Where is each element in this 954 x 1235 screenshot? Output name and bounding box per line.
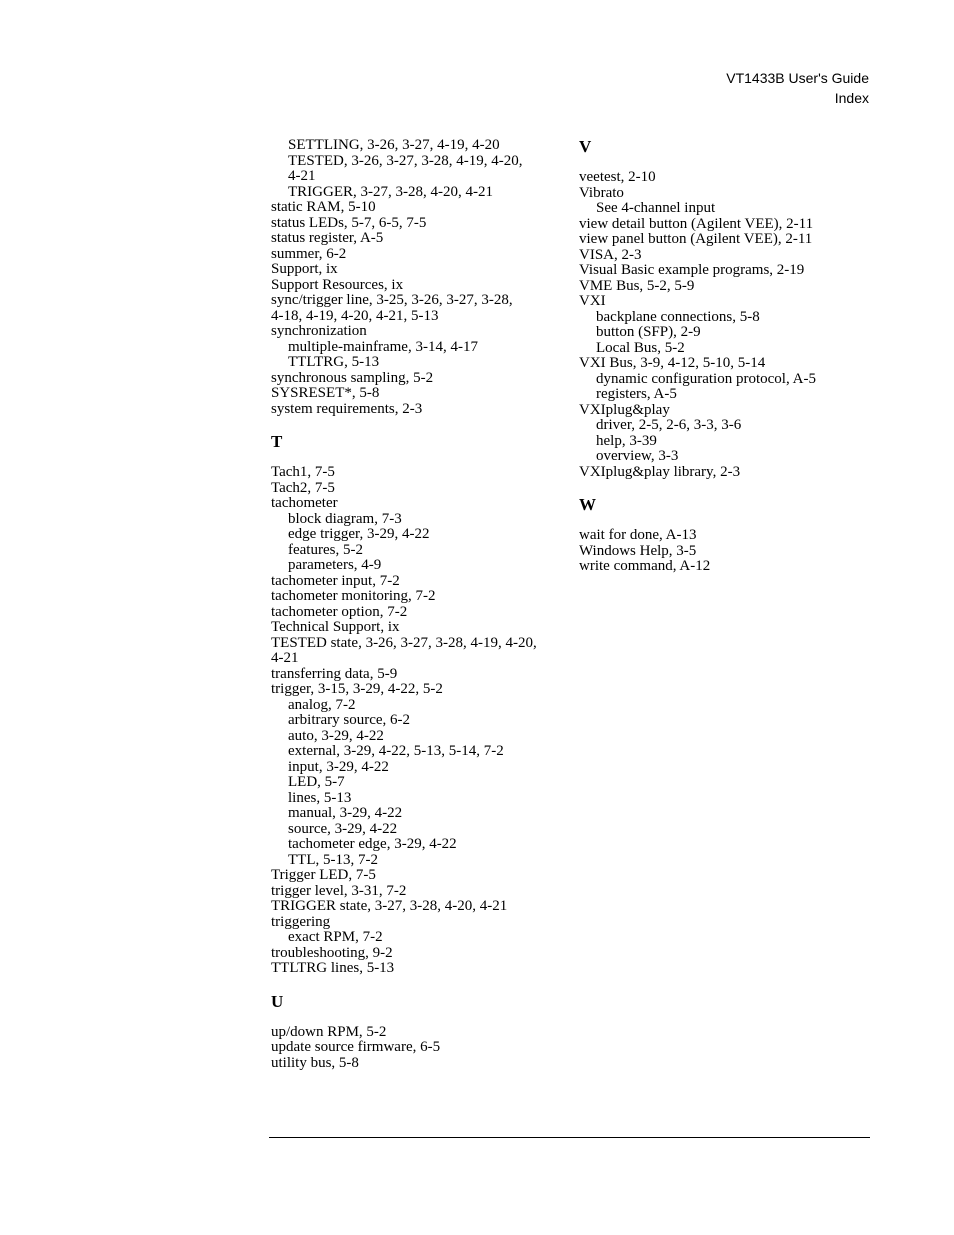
- index-entry: status register, A-5: [271, 230, 384, 246]
- index-entry: SYSRESET*, 5-8: [271, 385, 380, 401]
- index-entry: TRIGGER state, 3-27, 3-28, 4-20, 4-21: [271, 898, 508, 914]
- index-column-right: [579, 138, 879, 575]
- index-entry: write command, A-12: [579, 558, 711, 574]
- index-subentry: TTL, 5-13, 7-2: [288, 851, 378, 868]
- index-subentry: backplane connections, 5-8: [596, 308, 760, 325]
- index-entry: Technical Support, ix: [271, 619, 400, 635]
- index-subentry: registers, A-5: [596, 386, 677, 402]
- index-entry: system requirements, 2-3: [271, 400, 423, 417]
- index-subentry: analog, 7-2: [288, 696, 356, 713]
- index-entry: utility bus, 5-8: [271, 1054, 359, 1071]
- index-column-left: [271, 138, 561, 1071]
- section-label: Index: [834, 89, 869, 106]
- index-entry: Windows Help, 3-5: [579, 542, 697, 559]
- index-entry: Vibrato: [579, 184, 624, 201]
- index-entry: Trigger LED, 7-5: [271, 867, 376, 883]
- index-entry: Support Resources, ix: [271, 276, 404, 293]
- index-entry: VISA, 2-3: [579, 246, 642, 263]
- index-entry: synchronization: [271, 323, 367, 339]
- index-entry: TESTED state, 3-26, 3-27, 3-28, 4-19, 4-20,: [271, 634, 537, 651]
- index-entry: status LEDs, 5-7, 6-5, 7-5: [271, 214, 427, 231]
- index-subentry: features, 5-2: [288, 541, 363, 558]
- index-entry: VXI: [579, 293, 606, 309]
- index-entry: view panel button (Agilent VEE), 2-11: [579, 231, 813, 247]
- index-subentry: lines, 5-13: [288, 789, 352, 806]
- index-entry: VXIplug&play: [579, 401, 670, 418]
- index-subentry: manual, 3-29, 4-22: [288, 805, 403, 821]
- index-entry: veetest, 2-10: [579, 169, 656, 185]
- index-subentry: LED, 5-7: [288, 774, 345, 790]
- index-entry: Tach2, 7-5: [271, 479, 335, 496]
- index-subentry: 4-21: [288, 168, 316, 184]
- index-entry: VME Bus, 5-2, 5-9: [579, 277, 695, 294]
- index-subentry: multiple-mainframe, 3-14, 4-17: [288, 338, 478, 355]
- index-entry: 4-21: [271, 650, 299, 666]
- index-subentry: overview, 3-3: [596, 448, 679, 464]
- index-entry: trigger level, 3-31, 7-2: [271, 882, 407, 899]
- index-subentry: Local Bus, 5-2: [596, 339, 685, 356]
- index-subentry: help, 3-39: [596, 432, 657, 449]
- index-entry: trigger, 3-15, 3-29, 4-22, 5-2: [271, 681, 443, 697]
- index-entry: triggering: [271, 913, 331, 930]
- index-entry: TTLTRG lines, 5-13: [271, 960, 395, 976]
- index-entry: VXIplug&play library, 2-3: [579, 463, 741, 480]
- index-subentry: edge trigger, 3-29, 4-22: [288, 526, 430, 542]
- index-subentry: TRIGGER, 3-27, 3-28, 4-20, 4-21: [288, 183, 493, 200]
- index-letter-heading: W: [579, 495, 596, 514]
- index-entry: tachometer input, 7-2: [271, 572, 400, 589]
- index-entry: tachometer: [271, 495, 338, 511]
- index-entry: Visual Basic example programs, 2-19: [579, 262, 805, 278]
- index-subentry: block diagram, 7-3: [288, 510, 402, 527]
- index-subentry: TTLTRG, 5-13: [288, 354, 380, 370]
- index-entry: wait for done, A-13: [579, 527, 697, 543]
- index-entry: transferring data, 5-9: [271, 665, 398, 682]
- index-entry: VXI Bus, 3-9, 4-12, 5-10, 5-14: [579, 355, 766, 371]
- index-entry: update source firmware, 6-5: [271, 1039, 441, 1055]
- index-entry: view detail button (Agilent VEE), 2-11: [579, 215, 814, 232]
- footer-rule: [269, 1137, 870, 1138]
- index-entry: Tach1, 7-5: [271, 464, 335, 480]
- index-subentry: source, 3-29, 4-22: [288, 820, 398, 837]
- running-header: [726, 69, 869, 108]
- index-entry: Support, ix: [271, 261, 338, 277]
- index-subentry: input, 3-29, 4-22: [288, 758, 389, 775]
- index-subentry: parameters, 4-9: [288, 557, 382, 573]
- index-entry: 4-18, 4-19, 4-20, 4-21, 5-13: [271, 307, 439, 324]
- index-entry: tachometer option, 7-2: [271, 603, 408, 620]
- index-subentry: tachometer edge, 3-29, 4-22: [288, 836, 457, 852]
- index-subentry: SETTLING, 3-26, 3-27, 4-19, 4-20: [288, 137, 500, 153]
- guide-title: VT1433B User's Guide: [726, 70, 869, 86]
- index-entry: tachometer monitoring, 7-2: [271, 588, 436, 604]
- index-subentry: button (SFP), 2-9: [596, 324, 701, 340]
- index-letter-heading: U: [271, 991, 284, 1011]
- index-entry: sync/trigger line, 3-25, 3-26, 3-27, 3-28,: [271, 292, 513, 308]
- index-subentry: auto, 3-29, 4-22: [288, 727, 384, 744]
- index-subentry: See 4-channel input: [596, 200, 716, 216]
- index-letter-heading: V: [579, 137, 592, 156]
- index-entry: synchronous sampling, 5-2: [271, 369, 434, 386]
- index-subentry: external, 3-29, 4-22, 5-13, 5-14, 7-2: [288, 743, 504, 759]
- index-subentry: arbitrary source, 6-2: [288, 712, 411, 728]
- index-subentry: TESTED, 3-26, 3-27, 3-28, 4-19, 4-20,: [288, 152, 523, 169]
- index-entry: troubleshooting, 9-2: [271, 944, 393, 961]
- index-entry: up/down RPM, 5-2: [271, 1023, 387, 1040]
- index-entry: summer, 6-2: [271, 245, 347, 262]
- index-subentry: driver, 2-5, 2-6, 3-3, 3-6: [596, 417, 742, 433]
- index-entry: static RAM, 5-10: [271, 199, 376, 215]
- index-subentry: dynamic configuration protocol, A-5: [596, 370, 816, 387]
- index-subentry: exact RPM, 7-2: [288, 929, 383, 945]
- index-letter-heading: T: [271, 432, 283, 451]
